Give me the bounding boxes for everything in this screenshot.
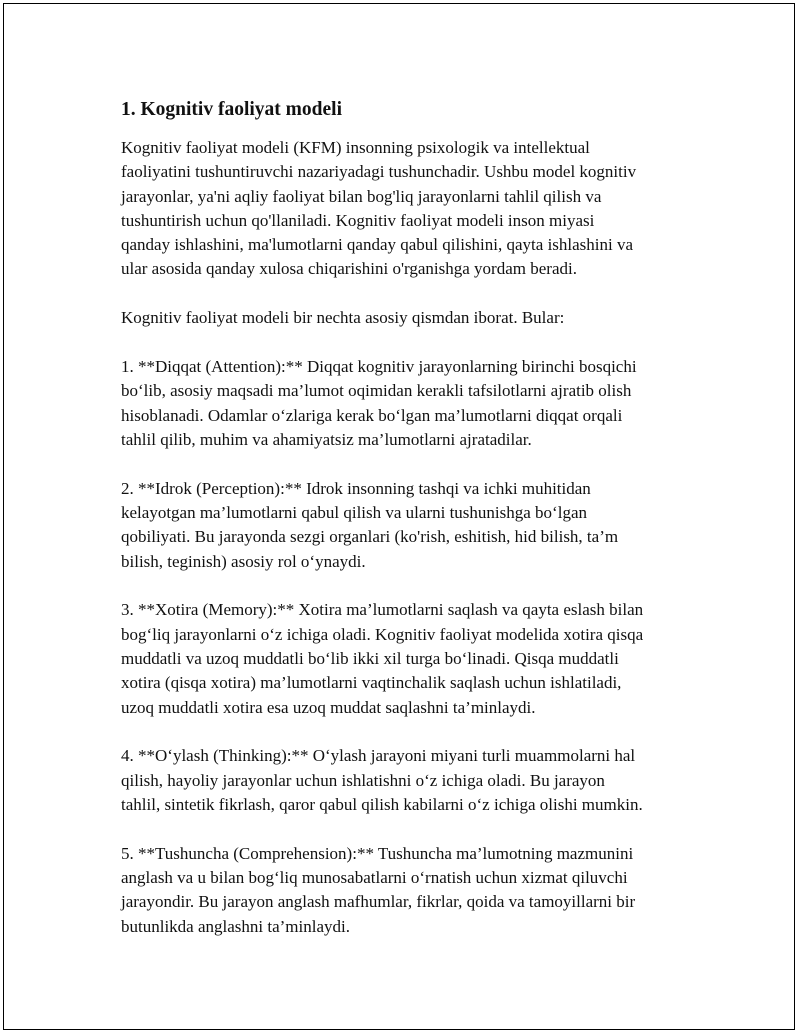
- paragraph-line: tahlil, sintetik fikrlash, qaror qabul qilish kabilarni o‘z ichiga olishi mumkin.: [121, 795, 643, 815]
- paragraph-line: 3. **Xotira (Memory):** Xotira ma’lumotlarni saqlash va qayta eslash bilan: [121, 600, 644, 620]
- paragraph-line: Kognitiv faoliyat modeli bir nechta asosiy qismdan iborat. Bular:: [121, 308, 565, 328]
- paragraph: [121, 136, 696, 282]
- paragraph-line: anglash va u bilan bog‘liq munosabatlarni o‘rnatish uchun xizmat qiluvchi: [121, 868, 628, 888]
- paragraph-line: xotira (qisqa xotira) ma’lumotlarni vaqtinchalik saqlash uchun ishlatiladi,: [121, 673, 622, 693]
- paragraph-line: 4. **O‘ylash (Thinking):** O‘ylash jarayoni miyani turli muammolarni hal: [121, 746, 636, 766]
- paragraph-line: qobiliyati. Bu jarayonda sezgi organlari (ko'rish, eshitish, hid bilish, ta’m: [121, 527, 619, 547]
- paragraph: [121, 477, 696, 574]
- paragraph-line: tushuntirish uchun qo'llaniladi. Kognitiv faoliyat modeli inson miyasi: [121, 210, 595, 230]
- document-body: [121, 136, 696, 939]
- paragraph: [121, 744, 696, 817]
- document-page: [3, 3, 795, 1030]
- paragraph-line: tahlil qilib, muhim va ahamiyatsiz ma’lumotlarni ajratadilar.: [121, 429, 532, 449]
- document-title: 1. Kognitiv faoliyat modeli: [121, 99, 342, 120]
- paragraph-line: 1. **Diqqat (Attention):** Diqqat kognitiv jarayonlarning birinchi bosqichi: [121, 357, 637, 377]
- paragraph-line: kelayotgan ma’lumotlarni qabul qilish va ularni tushunishga bo‘lgan: [121, 503, 587, 523]
- paragraph: [121, 598, 696, 719]
- paragraph-line: jarayonlar, ya'ni aqliy faoliyat bilan bog'liq jarayonlarni tahlil qilish va: [121, 186, 602, 206]
- paragraph-line: jarayondir. Bu jarayon anglash mafhumlar, fikrlar, qoida va tamoyillarni bir: [121, 892, 636, 912]
- paragraph-line: bo‘lib, asosiy maqsadi ma’lumot oqimidan kerakli tafsilotlarni ajratib olish: [121, 381, 632, 401]
- document-content: [121, 97, 696, 964]
- paragraph-line: 2. **Idrok (Perception):** Idrok insonning tashqi va ichki muhitidan: [121, 478, 591, 498]
- paragraph-line: qanday ishlashini, ma'lumotlarni qanday qabul qilishini, qayta ishlashini va: [121, 235, 634, 255]
- paragraph-line: Kognitiv faoliyat modeli (KFM) insonning psixologik va intellektual: [121, 138, 590, 157]
- paragraph-line: hisoblanadi. Odamlar o‘zlariga kerak bo‘lgan ma’lumotlarni diqqat orqali: [121, 405, 623, 425]
- paragraph-line: ular asosida qanday xulosa chiqarishini o'rganishga yordam beradi.: [121, 259, 577, 279]
- paragraph-line: butunlikda anglashni ta’minlaydi.: [121, 916, 350, 936]
- paragraph-line: 5. **Tushuncha (Comprehension):** Tushuncha ma’lumotning mazmunini: [121, 843, 634, 863]
- paragraph-line: bog‘liq jarayonlarni o‘z ichiga oladi. Kognitiv faoliyat modelida xotira qisqa: [121, 624, 644, 644]
- paragraph: [121, 306, 696, 330]
- paragraph-line: qilish, hayoliy jarayonlar uchun ishlatishni o‘z ichiga oladi. Bu jarayon: [121, 770, 605, 790]
- paragraph-line: muddatli va uzoq muddatli bo‘lib ikki xil turga bo‘linadi. Qisqa muddatli: [121, 649, 619, 669]
- paragraph-line: uzoq muddatli xotira esa uzoq muddat saqlashni ta’minlaydi.: [121, 697, 536, 717]
- paragraph: [121, 355, 696, 452]
- paragraph: [121, 842, 696, 939]
- paragraph-line: faoliyatini tushuntiruvchi nazariyadagi tushunchadir. Ushbu model kognitiv: [121, 162, 637, 182]
- paragraph-line: bilish, teginish) asosiy rol o‘ynaydi.: [121, 551, 366, 571]
